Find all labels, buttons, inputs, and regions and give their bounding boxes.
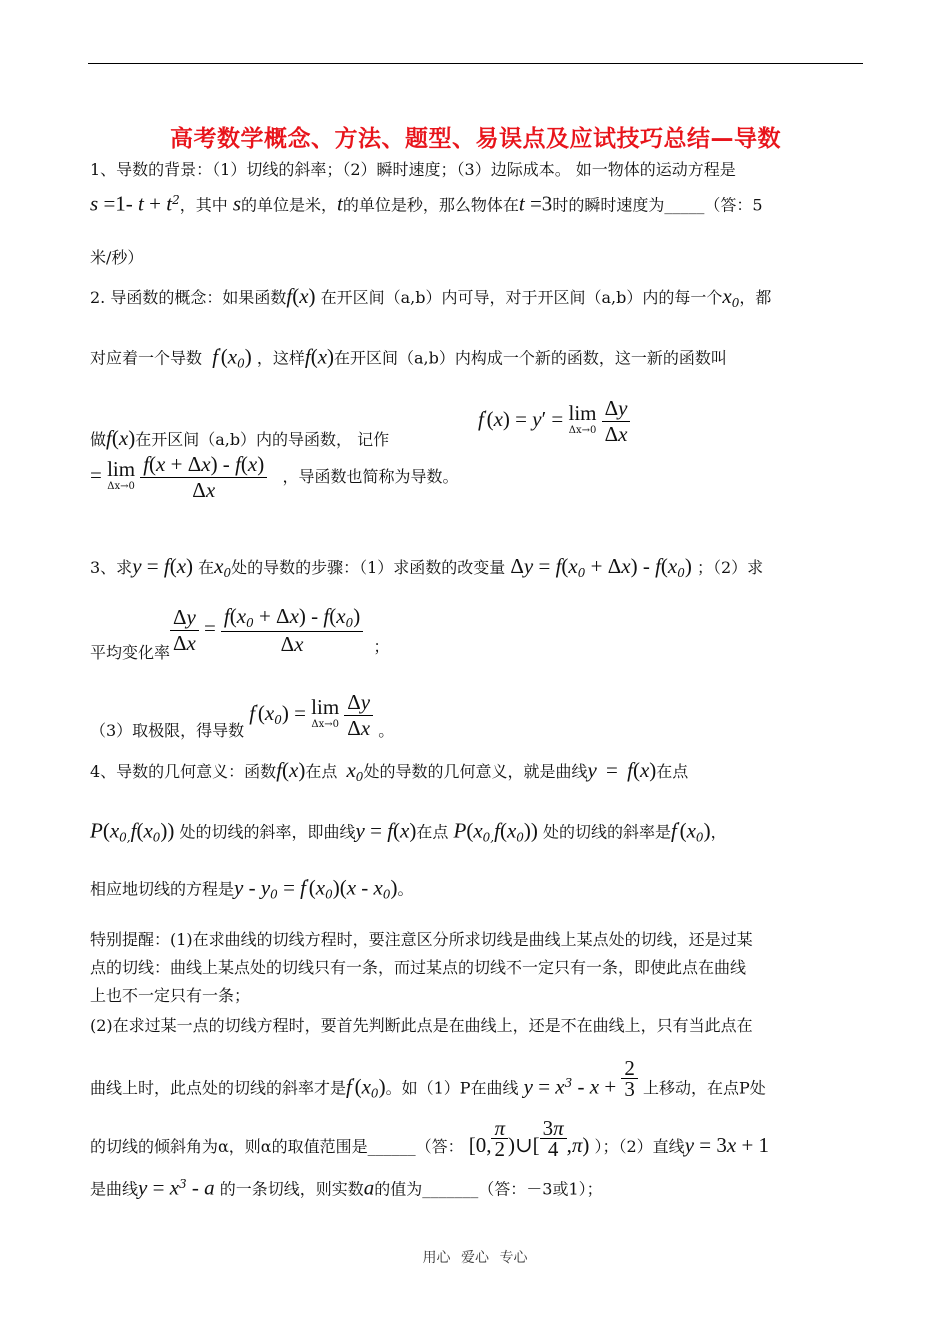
s2-derivative-def: f′(x) = y′ = lim Δx→0 $\frac{\Delta y}{\Delta x}$ <box>478 396 630 447</box>
s3-avg-rate: 平均变化率 $\frac{\Delta y}{\Delta x}$ = $\frac{f(x_0 + \Delta x) - f(x_0)}{\Delta x}$ ； <box>90 604 390 662</box>
s4-line1: 4、导数的几何意义：函数f(x)在点 $x_0$处的导数的几何意义，就是曲线y = f(x)在点 <box>90 758 689 785</box>
tip-line6: 的切线的倾斜角为α，则α的取值范围是______（答： [0, $\frac{\pi}{2}$ )∪[ $\frac{3\pi}{4}$ ,π) ）；（2）直线y = 3x + 1 <box>90 1116 770 1161</box>
page-footer: 用心 爱心 专心 <box>422 1250 528 1266</box>
s3-limit: （3）取极限，得导数 $f'(x_0) = \lim$ Δx→0 $\frac{\Delta y}{\Delta x}$ 。 <box>90 690 395 740</box>
tip-line3: 上也不一定只有一条； <box>90 986 251 1005</box>
page-title: 高考数学概念、方法、题型、易误点及应试技巧总结—导数 <box>170 126 781 152</box>
s3-line1: 3、求y = f(x) 在$x_0$处的导数的步骤：（1）求函数的改变量 $\Delta y = f(x_0 + \Delta x) - f(x_0)$ ；（2）求 <box>90 554 764 581</box>
s2-line3: 做f(x)在开区间（a,b）内的导函数， 记作 <box>90 426 390 450</box>
s4-line3: 相应地切线的方程是$y - y_0 = f'(x_0)(x - x_0)$。 <box>90 875 414 902</box>
s2-line2: 对应着一个导数 $f'(x_0)$ ，这样f(x)在开区间（a,b）内构成一个新的函数，这一新的函数叫 <box>90 344 727 371</box>
s1-line3: 米/秒） <box>90 248 144 267</box>
s1-line1: 1、导数的背景：（1）切线的斜率；（2）瞬时速度；（3）边际成本。 如一物体的运动方程是 <box>90 160 736 179</box>
s1-line2: s =1- $t + t^2$，其中 s的单位是米，t的单位是秒，那么物体在t =3时的瞬时速度为_____（答：5 <box>90 191 763 216</box>
s2-limit-def: = lim Δx→0 $\frac{f(x + \Delta x) - f(x)}{\Delta x}$ ，导函数也简称为导数。 <box>90 452 459 502</box>
s2-line1: 2. 导函数的概念：如果函数f(x) 在开区间（a,b）内可导，对于开区间（a,b）内的每一个$x_0$，都 <box>90 284 772 311</box>
s4-line2: $P(x_{0,}f(x_0))$ 处的切线的斜率，即曲线y = f(x)在点 $P(x_{0,}f(x_0))$ 处的切线的斜率是$f'(x_0)$， <box>90 818 727 845</box>
tip-line2: 点的切线：曲线上某点处的切线只有一条，而过某点的切线不一定只有一条，即使此点在曲线 <box>90 958 747 977</box>
header-rule <box>88 63 863 64</box>
tip-line7: 是曲线$y = x^3 - a$ 的一条切线，则实数a的值为_______（答：－3或1）； <box>90 1175 603 1200</box>
tip-line1: 特别提醒：(1)在求曲线的切线方程时，要注意区分所求切线是曲线上某点处的切线，还是过某 <box>90 930 753 949</box>
tip-line4: (2)在求过某一点的切线方程时，要首先判断此点是在曲线上，还是不在曲线上，只有当此点在 <box>90 1016 753 1035</box>
tip-line5: 曲线上时，此点处的切线的斜率才是$f'(x_0)$。如（1）P在曲线 $y = x^3 - x$ + $\frac{2}{3}$ 上移动，在点P处 <box>90 1056 766 1102</box>
